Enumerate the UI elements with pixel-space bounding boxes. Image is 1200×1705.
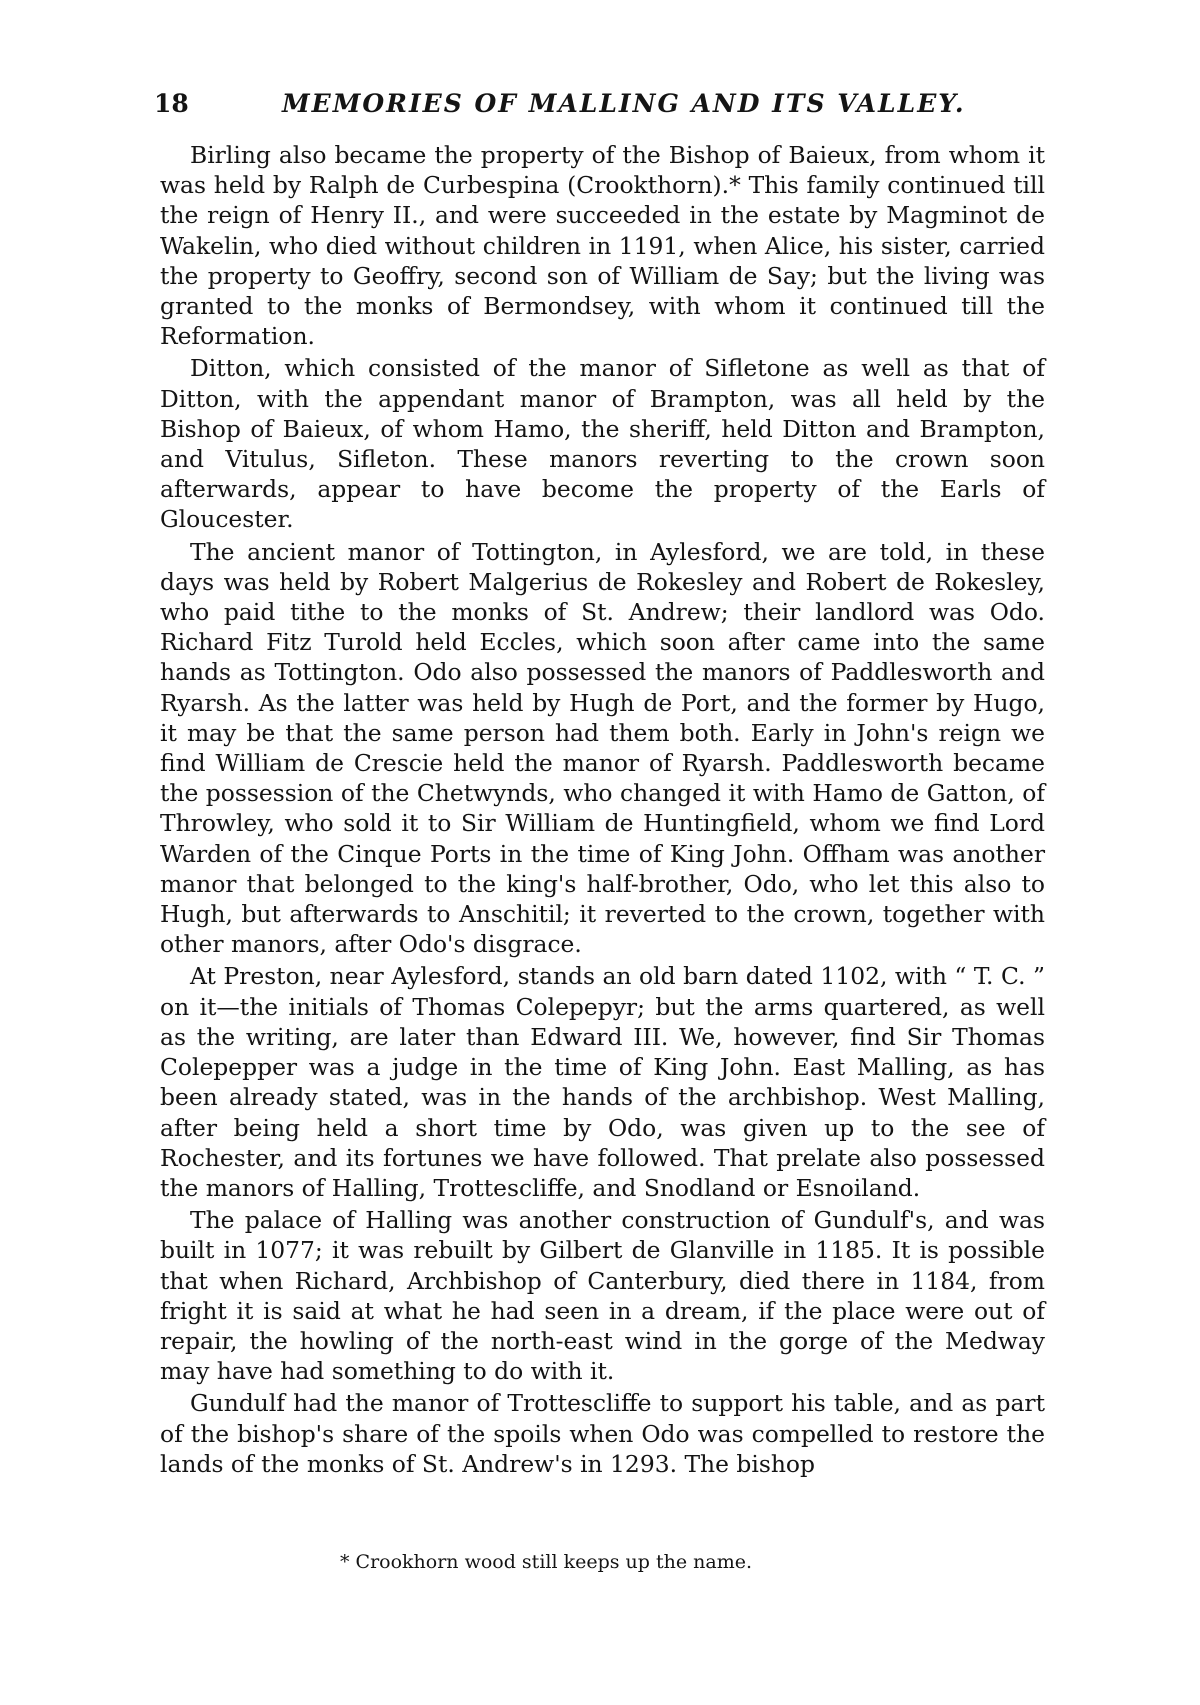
body-text (160, 140, 1045, 1481)
paragraph-birling: Birling also became the property of the Bishop of Baieux, from whom it was held by Ralph de Curbespina (Crookthorn).* This family continued till the reign of Henry II., and were succeeded in the estate by Magminot de Wakelin, who died without children in 1191, when Alice, his sister, carried the property to Geoffry, second son of William de Say; but the living was granted to the monks of Bermondsey, with whom it continued till the Reformation. (160, 141, 1045, 351)
paragraph-gundulf: Gundulf had the manor of Trottescliffe to support his table, and as part of the bishop's share of the spoils when Odo was compelled to restore the lands of the monks of St. Andrew's in 1293. The bishop (160, 1389, 1045, 1478)
footnote: * Crookhorn wood still keeps up the name. (340, 1551, 752, 1573)
running-title: MEMORIES OF MALLING AND ITS VALLEY. (282, 89, 966, 118)
paragraph-tottington: The ancient manor of Tottington, in Aylesford, we are told, in these days was held by Robert Malgerius de Rokesley and Robert de Rokesley, who paid tithe to the monks of St. Andrew; their landlord was Odo. Richard Fitz Turold held Eccles, which soon after came into the same hands as Tottington. Odo also possessed the manors of Paddlesworth and Ryarsh. As the latter was held by Hugh de Port, and the former by Hugo, it may be that the same person had them both. Early in John's reign we find William de Crescie held the manor of Ryarsh. Paddlesworth became the possession of the Chetwynds, who changed it with Hamo de Gatton, of Throwley, who sold it to Sir William de Huntingfield, whom we find Lord Warden of the Cinque Ports in the time of King John. Offham was another manor that belonged to the king's half-brother, Odo, who let this also to Hugh, but afterwards to Anschitil; it reverted to the crown, together with other manors, after Odo's disgrace. (160, 537, 1045, 959)
page-header (154, 84, 1074, 124)
page-number: 18 (154, 89, 189, 118)
paragraph-halling-palace: The palace of Halling was another construction of Gundulf's, and was built in 1077; it was rebuilt by Gilbert de Glanville in 1185. It is possible that when Richard, Archbishop of Canterbury, died there in 1184, from fright it is said at what he had seen in a dream, if the place were out of repair, the howling of the north-east wind in the gorge of the Medway may have had something to do with it. (160, 1206, 1045, 1386)
paragraph-preston: At Preston, near Aylesford, stands an old barn dated 1102, with “ T. C. ” on it—the initials of Thomas Colepepyr; but the arms quartered, as well as the writing, are later than Edward III. We, however, find Sir Thomas Colepepper was a judge in the time of King John. East Malling, as has been already stated, was in the hands of the archbishop. West Malling, after being held a short time by Odo, was given up to the see of Rochester, and its fortunes we have followed. That prelate also possessed the manors of Halling, Trottescliffe, and Snodland or Esnoiland. (160, 962, 1045, 1202)
paragraph-ditton: Ditton, which consisted of the manor of Sifletone as well as that of Ditton, with the appendant manor of Brampton, was all held by the Bishop of Baieux, of whom Hamo, the sheriff, held Ditton and Brampton, and Vitulus, Sifleton. These manors reverting to the crown soon afterwards, appear to have become the property of the Earls of Gloucester. (160, 354, 1045, 534)
